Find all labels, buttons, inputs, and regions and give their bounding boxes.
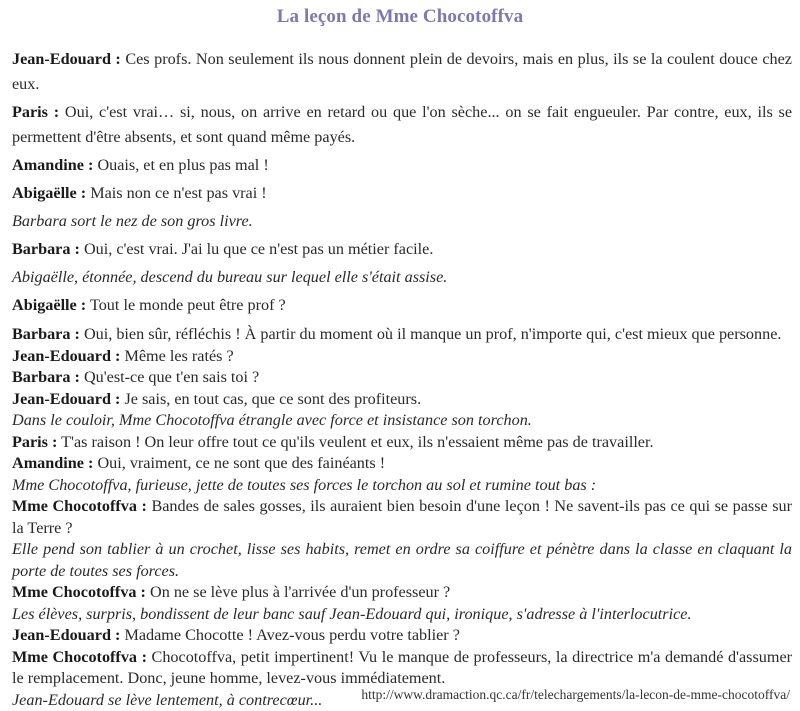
- source-url: http://www.dramaction.qc.ca/fr/telechargements/la-lecon-de-mme-chocotoffva/: [361, 687, 790, 702]
- speech-text: On ne se lève plus à l'arrivée d'un professeur ?: [150, 583, 451, 601]
- speaker-name: Jean-Edouard :: [12, 626, 121, 644]
- speech-text: Ouais, et en plus pas mal !: [97, 156, 269, 174]
- speech-text: Bandes de sales gosses, ils auraient bien besoin d'une leçon ! Ne savent-ils pas ce qui se passe sur la Terre ?: [12, 497, 792, 537]
- stage-direction: Dans le couloir, Mme Chocotoffva étrangle avec force et insistance son torchon.: [12, 411, 532, 429]
- speaker-name: Abigaëlle :: [12, 296, 87, 314]
- speaker-name: Mme Chocotoffva :: [12, 647, 147, 666]
- dialogue-line: [12, 367, 792, 389]
- speech-text: Oui, c'est vrai. J'ai lu que ce n'est pas un métier facile.: [83, 240, 434, 258]
- stage-direction: Barbara sort le nez de son gros livre.: [12, 212, 253, 230]
- dialogue-line: [12, 389, 792, 411]
- stage-direction: Jean-Edouard se lève lentement, à contrecœur...: [12, 690, 323, 709]
- dialogue-line: [12, 625, 792, 647]
- speaker-name: Amandine :: [12, 454, 94, 472]
- speaker-name: Barbara :: [12, 325, 80, 343]
- speech-text: Même les ratés ?: [124, 346, 234, 365]
- speaker-name: Barbara :: [12, 368, 80, 386]
- speaker-name: Barbara :: [12, 240, 80, 258]
- speaker-name: Abigaëlle :: [12, 184, 87, 202]
- speech-text: Mais non ce n'est pas vrai !: [90, 184, 267, 202]
- speech-text: Oui, vraiment, ce ne sont que des fainéants !: [97, 454, 386, 472]
- speaker-name: Mme Chocotoffva :: [12, 583, 146, 601]
- dialogue-line: [12, 324, 792, 346]
- speech-text: Oui, c'est vrai… si, nous, on arrive en retard ou que l'on sèche... on se fait engueuler. Par contre, eux, ils se permettent d'être absents, et sont quand même payés.: [12, 103, 793, 146]
- stage-direction: Abigaëlle, étonnée, descend du bureau sur lequel elle s'était assise.: [12, 268, 448, 286]
- speech-text: Ces profs. Non seulement ils nous donnent plein de devoirs, mais en plus, ils se la coulent douce chez eux.: [12, 50, 792, 93]
- speaker-name: Jean-Edouard :: [12, 346, 121, 365]
- dialogue-line: [12, 293, 792, 318]
- speaker-name: Mme Chocotoffva :: [12, 497, 147, 515]
- speech-text: Madame Chocotte ! Avez-vous perdu votre tablier ?: [124, 626, 460, 644]
- speech-text: T'as raison ! On leur offre tout ce qu'ils veulent et eux, ils n'essaient même pas de travailler.: [61, 432, 654, 451]
- speaker-name: Paris :: [12, 432, 58, 451]
- play-script: [12, 44, 792, 711]
- speaker-name: Jean-Edouard :: [12, 50, 121, 68]
- dialogue-line: [12, 496, 792, 539]
- dialogue-line: [12, 237, 792, 262]
- speech-text: Oui, bien sûr, réfléchis ! À partir du moment où il manque un prof, n'importe qui, c'est mieux que personne.: [83, 325, 782, 343]
- speaker-name: Jean-Edouard :: [12, 389, 121, 408]
- speech-text: Je sais, en tout cas, que ce sont des profiteurs.: [124, 389, 422, 408]
- dialogue-line: [12, 432, 792, 454]
- dialogue-line: [12, 181, 792, 206]
- dialogue-line: [12, 47, 792, 97]
- dialogue-line: [12, 453, 792, 475]
- speech-text: Chocotoffva, petit impertinent! Vu le manque de professeurs, la directrice m'a demandé d'assumer le remplacement. Donc, jeune homme, levez-vous immédiatement.: [12, 647, 793, 687]
- stage-direction: Elle pend son tablier à un crochet, lisse ses habits, remet en ordre sa coiffure et pénètre dans la classe en claquant la porte de toutes ses forces.: [12, 540, 792, 580]
- speaker-name: Paris :: [12, 103, 60, 121]
- speech-text: Tout le monde peut être prof ?: [89, 296, 286, 314]
- dialogue-line: [12, 100, 792, 150]
- speech-text: Qu'est-ce que t'en sais toi ?: [83, 368, 260, 386]
- stage-direction: Les élèves, surpris, bondissent de leur banc sauf Jean-Edouard qui, ironique, s'adresse à l'interlocutrice.: [12, 604, 692, 623]
- dialogue-line: [12, 647, 792, 690]
- dialogue-line: [12, 346, 792, 368]
- speaker-name: Amandine :: [12, 156, 94, 174]
- dialogue-line: [12, 153, 792, 178]
- document-title: La leçon de Mme Chocotoffva: [276, 6, 524, 27]
- dialogue-line: [12, 582, 792, 604]
- stage-direction: Mme Chocotoffva, furieuse, jette de toutes ses forces le torchon au sol et rumine tout bas :: [12, 475, 597, 494]
